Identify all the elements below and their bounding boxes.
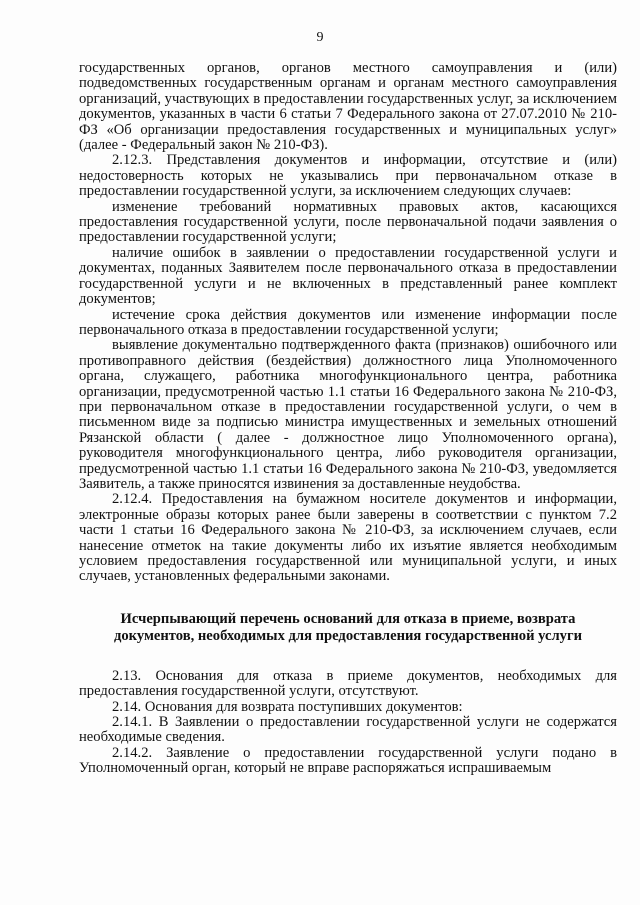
section-heading bbox=[79, 611, 617, 645]
paragraph-continuation: государственных органов, органов местного самоуправления и (или) подведомственных государственным органам и органам местного самоуправления организаций, участвующих в предоставлении государственных услуг, за исключением документов, указанных в части 6 статьи 7 Федерального закона от 27.07.2010 № 210-ФЗ «Об организации предоставления государственных и муниципальных услуг» (далее - Федеральный закон № 210-ФЗ). bbox=[79, 60, 617, 154]
paragraph-expiry: истечение срока действия документов или изменение информации после первоначального отказа в предоставлении государственной услуги; bbox=[79, 306, 617, 338]
paragraph-2-14-2: 2.14.2. Заявление о предоставлении государственной услуги подано в Уполномоченный орган, который не вправе распоряжаться испрашиваемым bbox=[79, 744, 617, 777]
paragraph-2-14-1: 2.14.1. В Заявлении о предоставлении государственной услуги не содержатся необходимые сведения. bbox=[79, 714, 617, 746]
page-number: 9 bbox=[316, 30, 324, 45]
paragraph-2-12-4: 2.12.4. Предоставления на бумажном носителе документов и информации, электронные образы которых ранее были заверены в соответствии с пунктом 7.2 части 1 статьи 16 Федерального закона № 210-ФЗ, за исключением случаев, если нанесение отметок на такие документы либо их изъятие является необходимым условием предоставления государственной или муниципальной услуги, и иных случаев, установленных федеральными законами. bbox=[79, 491, 617, 585]
paragraph-erroneous-action: выявление документально подтвержденного факта (признаков) ошибочного или противоправного действия (бездействия) должностного лица Уполномоченного органа, служащего, работника многофункционального центра, работника организации, предусмотренной частью 1.1 статьи 16 Федерального закона № 210-ФЗ, при первоначальном отказе в предоставлении государственной услуги, о чем в письменном виде за подписью министра имущественных и земельных отношений Рязанской области ( далее - должностное лицо Уполномоченного органа), руководителя многофункционального центра, либо руководителя организации, предусмотренной частью 1.1 статьи 16 Федерального закона № 210-ФЗ, уведомляется Заявитель, а также приносятся извинения за доставленные неудобства. bbox=[79, 337, 617, 492]
paragraph-2-14: 2.14. Основания для возврата поступивших документов: bbox=[112, 698, 463, 715]
paragraph-2-12-3: 2.12.3. Представления документов и информации, отсутствие и (или) недостоверность которых не указывались при первоначальном отказе в предоставлении государственной услуги, за исключением следующих случаев: bbox=[79, 152, 617, 200]
paragraph-errors-in-application: наличие ошибок в заявлении о предоставлении государственной услуги и документах, поданных Заявителем после первоначального отказа в предоставлении государственной услуги и не включенных в представленный ранее комплект документов; bbox=[79, 244, 617, 308]
document-body bbox=[79, 61, 617, 777]
section-heading-line-2: документов, необходимых для предоставления государственной услуги bbox=[114, 627, 582, 644]
paragraph-change-requirements: изменение требований нормативных правовых актов, касающихся предоставления государственной услуги, после первоначальной подачи заявления о предоставлении государственной услуги; bbox=[79, 198, 617, 246]
section-heading-line-1: Исчерпывающий перечень оснований для отказа в приеме, возврата bbox=[120, 610, 576, 627]
paragraph-2-13: 2.13. Основания для отказа в приеме документов, необходимых для предоставления государственной услуги, отсутствуют. bbox=[79, 667, 617, 700]
